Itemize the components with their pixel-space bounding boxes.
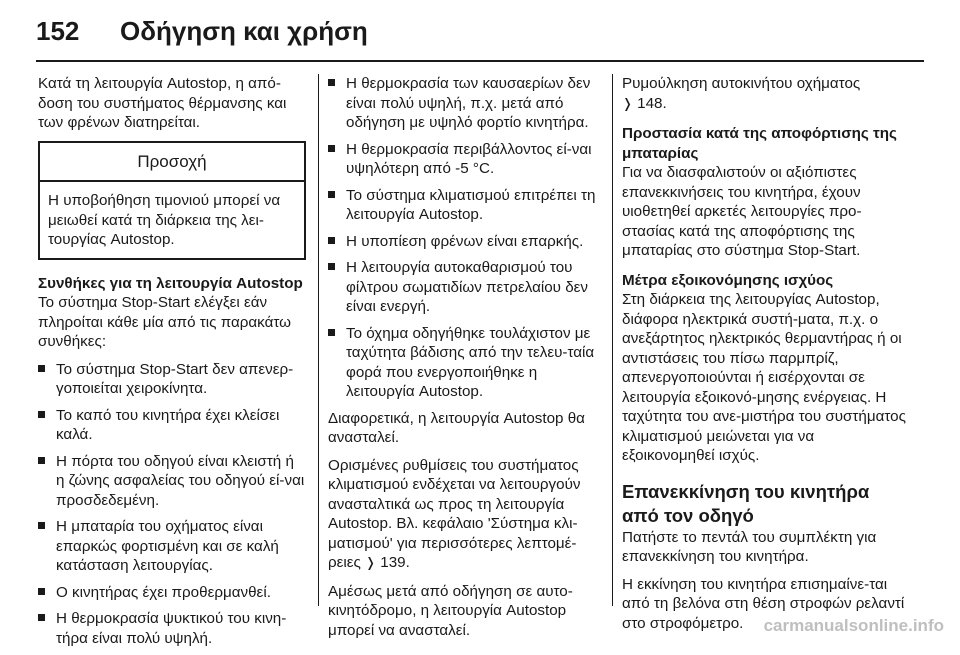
conditions-intro: Το σύστημα Stop-Start ελέγξει εάν πληρoίται κάθε μία από τις παρακάτω συνθήκες: bbox=[38, 294, 292, 350]
page-ref-link[interactable]: 148. bbox=[637, 94, 667, 112]
column-2 bbox=[328, 74, 604, 648]
bullet-icon bbox=[328, 232, 346, 252]
power-paragraph: Στη διάρκεια της λειτουργίας Autostop, διάφορα ηλεκτρικά συστή-ματα, π.χ. ο ανεξάρτητος ηλεκτρικός θερμαντήρας ή οι αντιστάσεις του πίσω παρμπρίζ, απενεργοποιούνται ή εισέρχονται σε λειτουργία εξοικονό-μησης ενέργειας. Η ταχύτητα του ανε-μιστήρα του συστήματος κλιματισμού μειώνεται για να εξοικονομηθεί ισχύς. bbox=[622, 291, 906, 464]
bullet-icon bbox=[328, 74, 346, 94]
bullet-icon bbox=[38, 360, 56, 380]
column-1 bbox=[38, 74, 306, 655]
list-item: Το σύστημα Stop-Start δεν απενερ-γοποιείται χειροκίνητα. bbox=[38, 360, 306, 399]
bullet-icon bbox=[328, 258, 346, 278]
list-item: Η θερμοκρασία περιβάλλοντος εί-ναι υψηλότερη από -5 °C. bbox=[328, 140, 604, 179]
page-header bbox=[36, 16, 368, 47]
column-divider-1 bbox=[318, 74, 319, 606]
battery-paragraph: Για να διασφαλιστούν οι αξιόπιστες επανεκκινήσεις του κινητήρα, έχουν υιοθετηθεί αρκετές λειτουργίες προ-στασίας κατά της αποφόρτισης της μπαταρίας στο σύστημα Stop-Start. bbox=[622, 164, 862, 259]
list-item: Η υποπίεση φρένων είναι επαρκής. bbox=[328, 232, 604, 252]
page-ref-link[interactable]: 139. bbox=[380, 554, 410, 571]
list-item: Το σύστημα κλιματισμού επιτρέπει τη λειτουργία Autostop. bbox=[328, 186, 604, 225]
motorway-paragraph: Αμέσως μετά από οδήγηση σε αυτο-κινητόδρομο, η λειτουργία Autostop μπορεί να ανασταλεί. bbox=[328, 582, 573, 639]
restart-paragraph-1: Πατήστε το πεντάλ του συμπλέκτη για επανεκκίνηση του κινητήρα. bbox=[622, 528, 877, 565]
page-ref-arrow-icon: ❭ bbox=[365, 556, 377, 571]
battery-heading: Προστασία κατά της αποφόρτισης της μπαταρίας bbox=[622, 125, 897, 162]
column-divider-2 bbox=[612, 74, 613, 606]
list-item: Η θερμοκρασία ψυκτικού του κινη-τήρα είναι πολύ υψηλή. bbox=[38, 609, 306, 648]
intro-paragraph: Κατά τη λειτουργία Autostop, η από-δοση του συστήματος θέρμανσης και των φρένων διατηρείται. bbox=[38, 75, 287, 131]
bullet-icon bbox=[38, 609, 56, 629]
caution-text: Η υποβοήθηση τιμονιού μπορεί να μειωθεί κατά τη διάρκεια της λει-τουργίας Autostop. bbox=[48, 192, 281, 248]
power-heading: Μέτρα εξοικονόμησης ισχύος bbox=[622, 271, 834, 289]
bullet-icon bbox=[38, 406, 56, 426]
page-number: 152 bbox=[36, 16, 80, 46]
list-item: Η θερμοκρασία των καυσαερίων δεν είναι πολύ υψηλή, π.χ. μετά από οδήγηση με υψηλό φορτίο κινητήρα. bbox=[328, 74, 604, 133]
restart-heading: Επανεκκίνηση του κινητήρα από τον οδηγό bbox=[622, 480, 870, 526]
bullet-icon bbox=[328, 140, 346, 160]
bullet-icon bbox=[38, 517, 56, 537]
climate-paragraph: Ορισμένες ρυθμίσεις του συστήματος κλιματισμού ενδέχεται να λειτουργούν ανασταλτικά ως προς τη λειτουργία Autostop. Βλ. κεφάλαιο 'Σύστημα κλι-ματισμού' για περισσότερες λεπτομέ-ρειες ❭ 139. bbox=[328, 456, 581, 571]
list-item: Ο κινητήρας έχει προθερμανθεί. bbox=[38, 583, 306, 603]
list-item: Η πόρτα του οδηγού είναι κλειστή ή η ζώνης ασφαλείας του οδηγού εί-ναι προσδεδεμένη. bbox=[38, 452, 306, 511]
watermark: carmanualsonline.info bbox=[763, 616, 944, 635]
list-item: Το καπό του κινητήρα έχει κλείσει καλά. bbox=[38, 406, 306, 445]
list-item: Το όχημα οδηγήθηκε τουλάχιστον με ταχύτητα βάδισης από την τελευ-ταία φορά που ενεργοποιήθηκε η λειτουργία Autostop. bbox=[328, 324, 604, 402]
restart-paragraph-2: Η εκκίνηση του κινητήρα επισημαίνε-ται από τη βελόνα στη θέση στροφών ρελαντί στο στροφόμετρο. bbox=[622, 575, 905, 632]
bullet-icon bbox=[328, 324, 346, 344]
column-3 bbox=[622, 74, 906, 641]
bullet-icon bbox=[38, 452, 56, 472]
header-rule bbox=[36, 60, 924, 62]
page-ref-arrow-icon: ❭ bbox=[622, 96, 633, 112]
bullet-icon bbox=[328, 186, 346, 206]
conditions-heading: Συνθήκες για τη λειτουργία Autostop bbox=[38, 274, 303, 292]
page-title: Οδήγηση και χρήση bbox=[120, 16, 368, 46]
list-item: Η λειτουργία αυτοκαθαρισμού του φίλτρου σωματιδίων πετρελαίου δεν είναι ενεργή. bbox=[328, 258, 604, 317]
caution-box bbox=[38, 141, 306, 260]
otherwise-paragraph: Διαφορετικά, η λειτουργία Autostop θα ανασταλεί. bbox=[328, 409, 585, 446]
bullet-icon bbox=[38, 583, 56, 603]
towing-paragraph: Ρυμούλκηση αυτοκινήτου οχήματος ❭ 148. bbox=[622, 75, 861, 112]
list-item: Η μπαταρία του οχήματος είναι επαρκώς φορτισμένη και σε καλή κατάσταση λειτουργίας. bbox=[38, 517, 306, 576]
caution-title: Προσοχή bbox=[40, 143, 304, 183]
